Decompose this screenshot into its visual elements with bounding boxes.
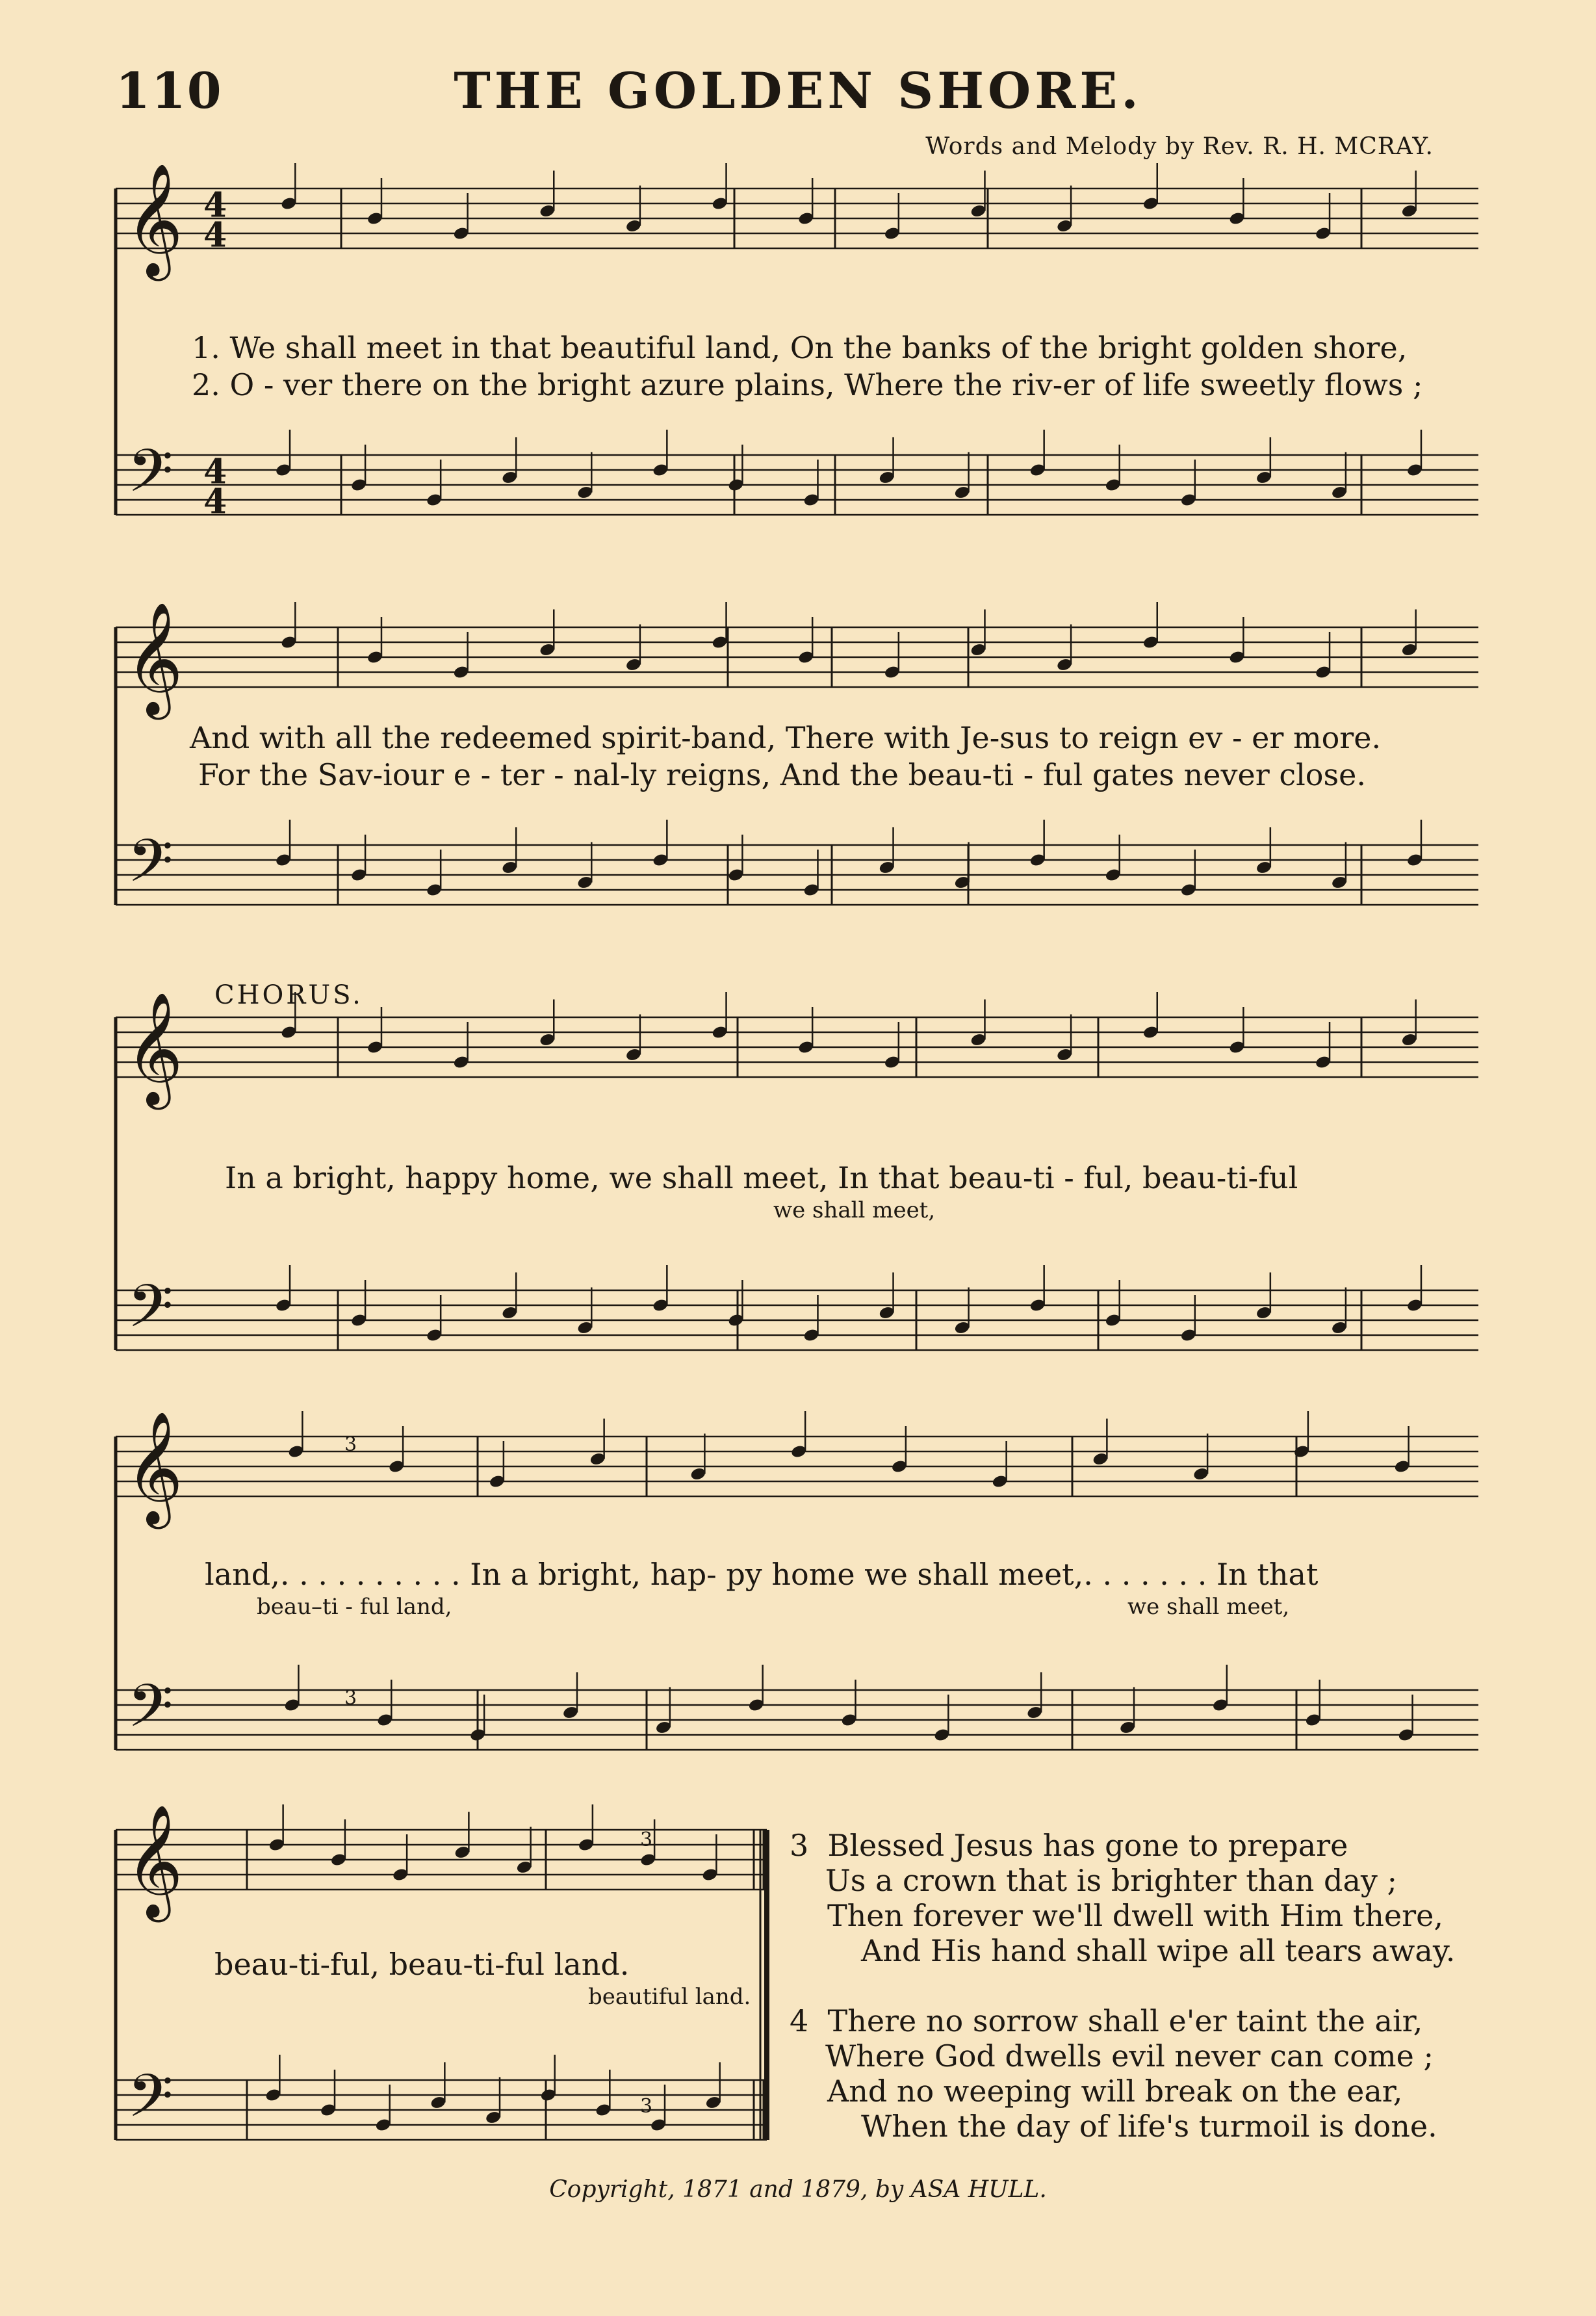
stanza-number: 3 [790,1828,809,1863]
bass-clef-icon: 𝄢 [127,2061,174,2145]
treble-clef-icon: 𝄞 [125,1411,183,1524]
verse1-line2: And with all the redeemed spirit-band, There with Je-sus to reign ev - er more. [190,720,1382,755]
author-credit: Words and Melody by Rev. R. H. MCRAY. [925,133,1434,160]
treble-clef-icon: 𝄞 [125,163,183,276]
chorus-line3-echo: beautiful land. [588,1984,751,2010]
chorus-line3: beau-ti-ful, beau-ti-ful land. [214,1947,630,1982]
chorus-line2: land,. . . . . . . . . . In a bright, hap- py home we shall meet,. . . . . . . In that [205,1557,1319,1592]
stanza-4 [790,2003,1437,2144]
bass-clef-icon: 𝄢 [127,1271,174,1355]
stanza-4-line-4: When the day of life's turmoil is done. [861,2109,1437,2144]
bass-clef-icon: 𝄢 [127,1671,174,1755]
stanza-3-line-2: Us a crown that is brighter than day ; [825,1863,1397,1898]
stanza-text: There no sorrow shall e'er taint the air, [827,2003,1423,2038]
copyright: Copyright, 1871 and 1879, by ASA HULL. [549,2176,1047,2203]
time-signature-bottom: 4 [203,482,227,522]
treble-clef-icon: 𝄞 [125,991,183,1105]
verse2-line1: 2. O - ver there on the bright azure plains, Where the riv-er of life sweetly flows ; [192,367,1423,402]
stanza-text: Blessed Jesus has gone to prepare [827,1828,1348,1863]
treble-clef-icon: 𝄞 [125,601,183,715]
chorus-line2-echo-a: beau–ti - ful land, [257,1594,452,1620]
time-signature-top: 4 [203,452,227,492]
triplet-mark: 3 [344,1433,357,1456]
chorus-line1-echo: we shall meet, [773,1197,936,1223]
stanza-4-line-1 [790,2003,1437,2038]
triplet-mark: 3 [344,1687,357,1710]
bass-clef-icon: 𝄢 [127,436,174,520]
triplet-mark: 3 [640,1828,653,1851]
stanza-3-line-3: Then forever we'll dwell with Him there, [827,1898,1443,1933]
chorus-label: CHORUS. [214,980,363,1010]
time-signature-bottom: 4 [203,215,227,255]
page-number: 110 [116,62,223,120]
stanza-4-line-3: And no weeping will break on the ear, [827,2074,1403,2109]
stanza-3-line-1 [790,1828,1455,1863]
time-signature-top: 4 [203,185,227,226]
verse1-line1: 1. We shall meet in that beautiful land, On the banks of the bright golden shore, [192,330,1408,365]
chorus-line1: In a bright, happy home, we shall meet, In that beau-ti - ful, beau-ti-ful [225,1160,1298,1195]
chorus-line2-echo-b: we shall meet, [1127,1594,1290,1620]
page-title: THE GOLDEN SHORE. [454,62,1142,120]
bass-clef-icon: 𝄢 [127,826,174,910]
stanza-3 [790,1828,1455,1968]
triplet-mark: 3 [640,2095,653,2118]
stanza-3-line-4: And His hand shall wipe all tears away. [861,1933,1456,1968]
stanza-4-line-2: Where God dwells evil never can come ; [825,2038,1434,2074]
verse2-line2: For the Sav-iour e - ter - nal-ly reigns, And the beau-ti - ful gates never close. [198,757,1366,792]
stanza-number: 4 [790,2003,809,2038]
treble-clef-icon: 𝄞 [125,1804,183,1918]
